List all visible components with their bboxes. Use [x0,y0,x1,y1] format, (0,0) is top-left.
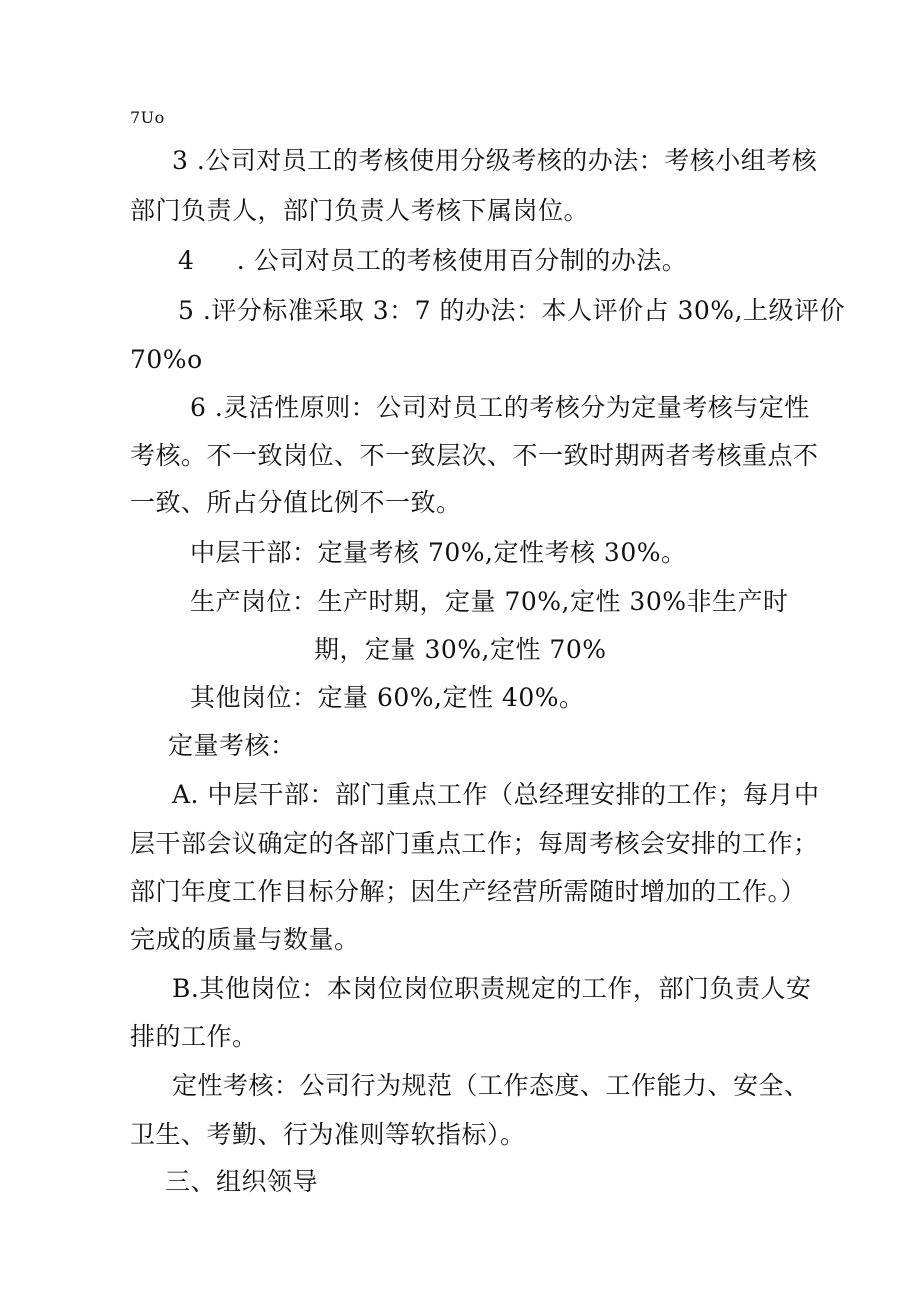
paragraph-line: 4 . 公司对员工的考核使用百分制的办法。 [178,246,688,275]
paragraph-line: 5 .评分标准采取 3：7 的办法：本人评价占 30%,上级评价 [178,296,845,325]
paragraph-line: 完成的质量与数量。 [130,925,360,954]
paragraph-line: 3 .公司对员工的考核使用分级考核的办法：考核小组考核 [172,146,818,175]
paragraph-line: 排的工作。 [130,1022,258,1051]
section-heading: 三、组织领导 [165,1167,319,1196]
ratio-line: 其他岗位：定量 60%,定性 40%。 [190,683,585,712]
paragraph-line: 定性考核：公司行为规范（工作态度、工作能力、安全、 [172,1071,810,1100]
paragraph-line: 考核。不一致岗位、不一致层次、不一致时期两者考核重点不 [130,441,819,470]
paragraph-line: 部门负责人，部门负责人考核下属岗位。 [130,196,590,225]
ratio-line: 中层干部：定量考核 70%,定性考核 30%。 [190,538,687,567]
ratio-line: 期，定量 30%,定性 70% [314,635,607,664]
ratio-line: 生产岗位：生产时期，定量 70%,定性 30%非生产时 [190,587,789,616]
paragraph-line: B.其他岗位：本岗位岗位职责规定的工作，部门负责人安 [172,974,812,1003]
paragraph-line: 一致、所占分值比例不一致。 [130,488,462,517]
paragraph-line: 6 .灵活性原则：公司对员工的考核分为定量考核与定性 [190,393,810,422]
paragraph-line: 卫生、考勤、行为准则等软指标）。 [130,1120,526,1149]
paragraph-line: 部门年度工作目标分解；因生产经营所需随时增加的工作。） [130,877,807,906]
section-label: 定量考核： [168,731,296,760]
paragraph-line: A. 中层干部：部门重点工作（总经理安排的工作；每月中 [172,780,820,809]
paragraph-line: 70%o [130,345,203,374]
paragraph-line: 层干部会议确定的各部门重点工作；每周考核会安排的工作； [130,829,819,858]
header-fragment: 7Uo [130,108,165,127]
